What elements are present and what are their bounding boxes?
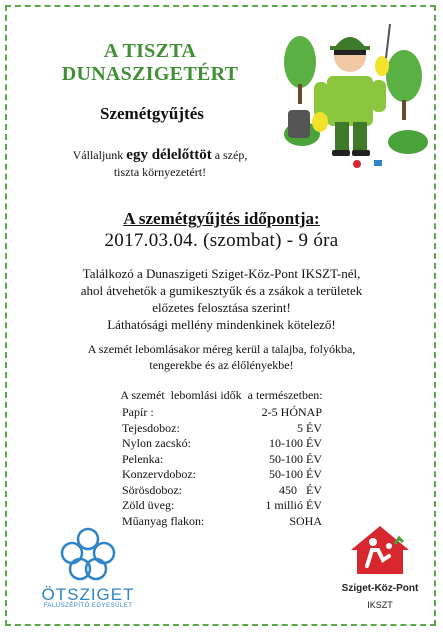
event-heading: A szemétgyűjtés időpontja: — [123, 209, 320, 228]
meeting-info — [20, 265, 423, 333]
item-time: 10-100 ÉV — [269, 436, 322, 450]
decomposition-heading: A szemét lebomlási idők a természetben: — [120, 388, 323, 402]
table-row — [122, 436, 322, 452]
item-time: SOHA — [289, 513, 322, 528]
item-time: 5 ÉV — [297, 420, 322, 435]
table-row — [122, 498, 322, 514]
otsziget-name: ÖTSZIGET — [41, 585, 135, 604]
ikszt-label: IKSZT — [367, 600, 393, 610]
decomposition-table — [122, 405, 322, 529]
table-row — [122, 405, 322, 421]
intro-emphasis: egy délelőttöt — [126, 147, 212, 163]
item-label: Pelenka: — [122, 451, 164, 466]
warning-line-1: A szemét lebomlásakor méreg kerül a talajba, folyókba, — [87, 342, 356, 356]
table-row — [122, 467, 322, 483]
table-row — [122, 452, 322, 468]
item-label: Konzervdoboz: — [122, 467, 196, 481]
item-time: 50-100 ÉV — [269, 467, 322, 481]
item-label: Sörösdoboz: — [122, 482, 182, 497]
meeting-line-3: előzetes felosztása szerint! — [152, 300, 291, 315]
tree-left-icon — [284, 36, 316, 88]
item-time: 2-5 HÓNAP — [261, 405, 322, 419]
item-label: Műanyag flakon: — [122, 513, 205, 528]
poster-subtitle: Szemétgyűjtés — [100, 104, 204, 123]
intro-suffix: a szép, — [211, 148, 248, 162]
gardener-illustration — [282, 14, 432, 174]
title-line-1: A TISZTA — [103, 40, 197, 62]
sziget-koz-pont-logo — [330, 520, 430, 610]
table-row — [122, 421, 322, 437]
item-label: Nylon zacskó: — [122, 436, 191, 450]
knot-icon — [58, 525, 118, 581]
meeting-line-1: Találkozó a Dunaszigeti Sziget-Köz-Pont IKSZT-nél, — [82, 266, 361, 281]
item-label: Tejesdoboz: — [122, 420, 180, 435]
trash-bag-icon — [288, 110, 310, 138]
event-date: 2017.03.04. (szombat) - 9 óra — [104, 230, 339, 251]
intro-prefix: Vállaljunk — [72, 148, 127, 162]
poster-title — [40, 40, 260, 86]
item-time: 50-100 ÉV — [269, 451, 322, 466]
item-time: 1 millió ÉV — [265, 498, 322, 512]
intro-line-2: tiszta környezetért! — [113, 165, 207, 179]
item-label: Papír : — [122, 405, 154, 419]
meeting-line-4: Láthatósági mellény mindenkinek kötelező! — [107, 317, 336, 332]
item-time: 450 ÉV — [279, 482, 322, 497]
item-label: Zöld üveg: — [122, 498, 175, 512]
pollution-warning — [20, 341, 423, 373]
intro-text — [40, 147, 280, 181]
house-people-icon — [345, 520, 415, 576]
table-row — [122, 483, 322, 499]
tree-right-icon — [386, 50, 422, 102]
meeting-line-2: ahol átvehetők a gumikesztyűk és a zsákok a területek — [80, 283, 363, 298]
sziget-koz-pont-name: Sziget-Köz-Pont — [341, 583, 419, 594]
title-line-2: DUNASZIGETÉRT — [61, 63, 239, 85]
otsziget-subtitle: FALUSZÉPÍTŐ EGYESÜLET — [43, 603, 133, 609]
otsziget-logo — [28, 525, 148, 609]
warning-line-2: tengerekbe és az élőlényekbe! — [149, 358, 294, 372]
table-row — [122, 514, 322, 530]
